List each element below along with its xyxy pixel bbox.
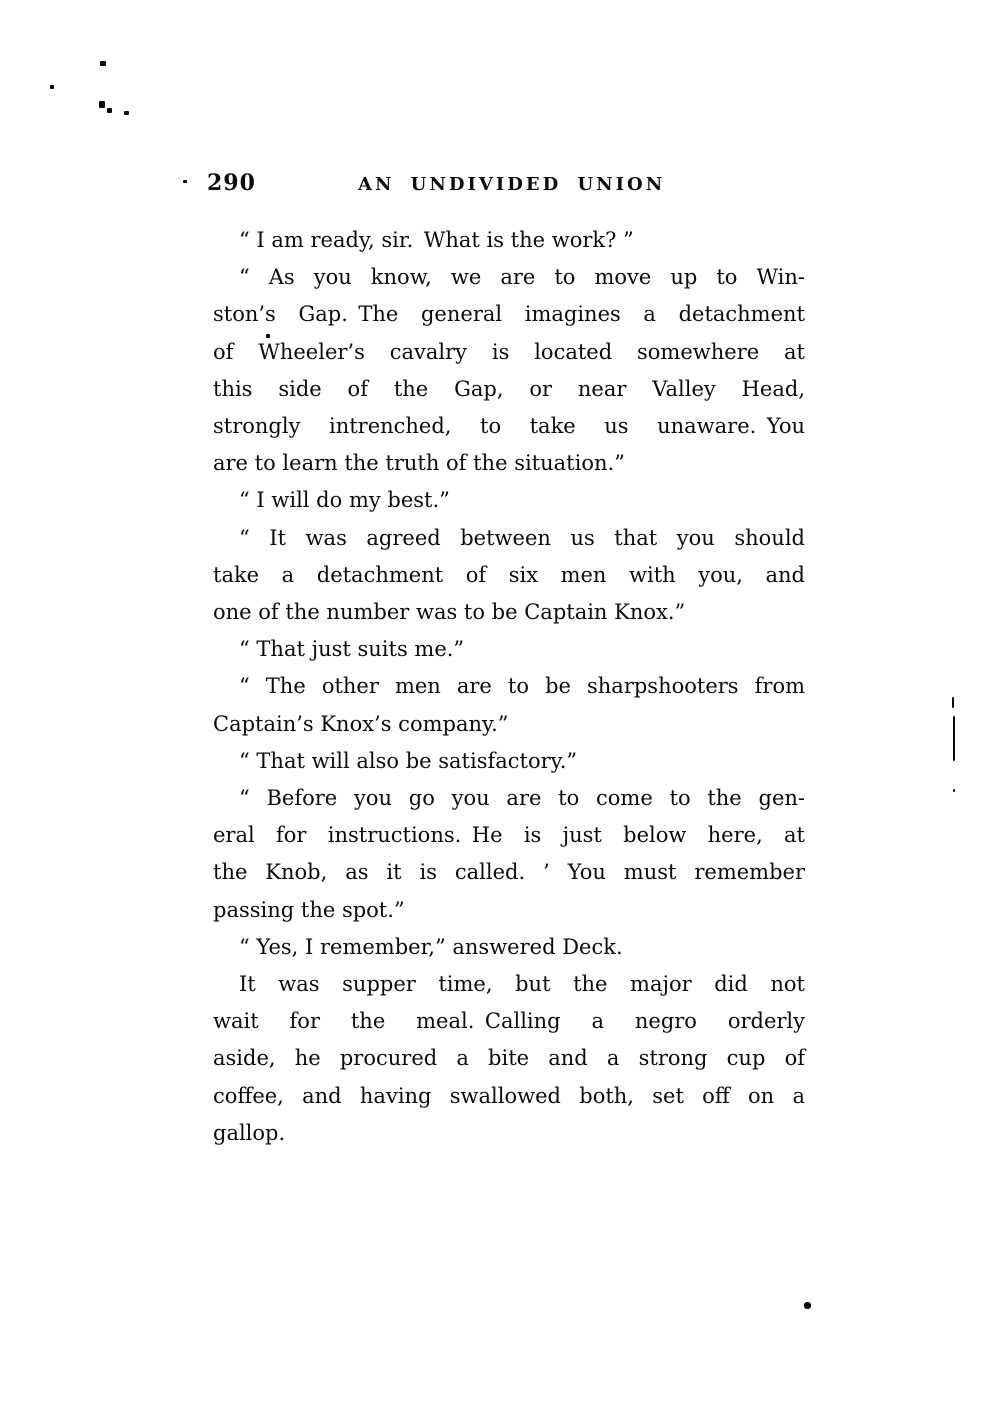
text-line: “ That will also be satisfactory.” xyxy=(239,748,578,773)
text-line: coffee, and having swallowed both, set off on a xyxy=(213,1083,805,1108)
text-line: “ Before you go you are to come to the gen- xyxy=(239,786,805,811)
text-line: take a detachment of six men with you, and xyxy=(213,562,805,587)
text-line: “ I will do my best.” xyxy=(239,488,450,513)
text-line: wait for the meal. Calling a negro orderly xyxy=(213,1009,805,1034)
running-title: AN UNDIVIDED UNION xyxy=(358,174,666,195)
paragraph xyxy=(213,222,805,259)
text-line: “ As you know, we are to move up to Win- xyxy=(239,265,805,290)
margin-mark xyxy=(952,697,954,708)
ink-speck xyxy=(107,108,112,113)
text-line: “ It was agreed between us that you should xyxy=(239,525,805,550)
paragraph xyxy=(213,259,805,482)
text-line: Captain’s Knox’s company.” xyxy=(213,711,509,736)
text-line: this side of the Gap, or near Valley Head, xyxy=(213,376,805,401)
text-line: “ That just suits me.” xyxy=(239,637,465,662)
ink-speck xyxy=(99,101,105,108)
text-line: “ Yes, I remember,” answered Deck. xyxy=(239,934,623,959)
ink-speck xyxy=(124,111,129,115)
text-line: ston’s Gap. The general imagines a detachment xyxy=(213,302,805,327)
text-line: “ I am ready, sir. What is the work? ” xyxy=(239,228,634,252)
paragraph xyxy=(213,482,805,519)
margin-mark xyxy=(953,789,955,792)
paragraph xyxy=(213,780,805,929)
text-line: are to learn the truth of the situation.” xyxy=(213,451,625,476)
paragraph xyxy=(213,743,805,780)
text-line: It was supper time, but the major did not xyxy=(239,972,805,997)
page-number: 290 xyxy=(207,170,256,196)
paragraph xyxy=(213,631,805,668)
margin-line-mark xyxy=(953,716,955,761)
text-line: gallop. xyxy=(213,1120,286,1145)
paragraph xyxy=(213,520,805,632)
text-line: strongly intrenched, to take us unaware. You xyxy=(213,414,805,439)
text-line: the Knob, as it is called. ’ You must remember xyxy=(213,860,805,885)
text-line: passing the spot.” xyxy=(213,897,405,922)
ink-speck xyxy=(804,1302,811,1309)
text-line: “ The other men are to be sharpshooters from xyxy=(239,674,805,699)
paragraph xyxy=(213,668,805,742)
text-line: of Wheeler’s cavalry is located somewhere at xyxy=(213,339,805,364)
text-line: aside, he procured a bite and a strong cup of xyxy=(213,1046,805,1071)
ink-speck xyxy=(183,180,187,183)
paragraph xyxy=(213,929,805,966)
ink-speck xyxy=(50,85,54,89)
text-line: one of the number was to be Captain Knox.” xyxy=(213,600,686,625)
text-line: eral for instructions. He is just below here, at xyxy=(213,823,805,848)
paragraph xyxy=(213,966,805,1152)
ink-speck xyxy=(100,61,106,66)
page-body xyxy=(213,222,805,1152)
